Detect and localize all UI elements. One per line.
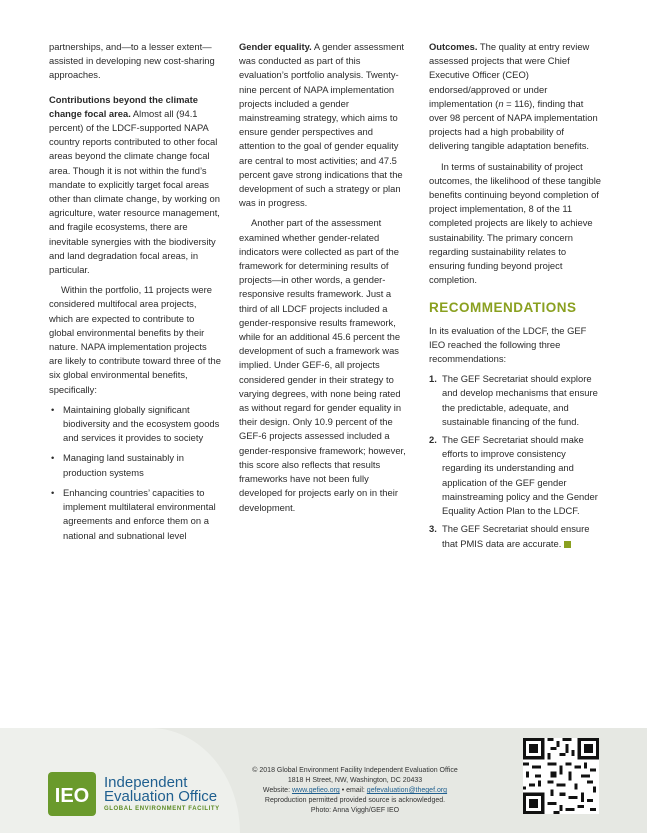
photo-credit: Photo: Anna Viggh/GEF IEO bbox=[310, 807, 400, 814]
outcomes-paragraph bbox=[429, 40, 601, 154]
website-label: Website: bbox=[262, 787, 292, 794]
benefits-list bbox=[49, 403, 221, 543]
list-item: • Enhancing countries’ capacities to implement multilateral environmental agreements and enforce them on a national and subnational level bbox=[49, 486, 221, 543]
logo-title bbox=[104, 776, 217, 804]
outcomes-heading: Outcomes. bbox=[429, 41, 478, 52]
column-right bbox=[429, 40, 601, 555]
gender-paragraph bbox=[239, 40, 411, 210]
credits bbox=[240, 766, 470, 816]
gender-heading: Gender equality. bbox=[239, 41, 312, 52]
end-mark-icon bbox=[564, 541, 571, 548]
contact-line bbox=[240, 786, 470, 796]
sustainability-paragraph: In terms of sustainability of project outcomes, the likelihood of these tangible benefits continuing beyond completion of project implementation, 8 of the 11 completed projects are likely to achieve sustainability. The primary concern regarding sustainability relates to ensuring funding beyond project completion. bbox=[429, 160, 601, 286]
qr-code-icon[interactable] bbox=[523, 738, 599, 814]
logo-line-2: Evaluation Office bbox=[104, 788, 218, 805]
ieo-logo-icon bbox=[48, 772, 96, 816]
list-item: • Managing land sustainably in production systems bbox=[49, 451, 221, 479]
website-link[interactable]: www.gefieo.org bbox=[291, 787, 340, 794]
recommendation-item bbox=[429, 433, 601, 518]
portfolio-paragraph: Within the portfolio, 11 projects were considered multifocal area projects, which are expected to contribute to global environmental benefits by their nature. NAPA implementation projects are likely to contribute toward three of the six global environmental benefits, specifically: bbox=[49, 284, 221, 395]
outcomes-text-a: The quality at entry review assessed projects that were Chief Executive Officer (CEO) endorsed/approved or under implementation ( bbox=[429, 41, 590, 109]
recommendations-list bbox=[429, 372, 601, 550]
recommendation-text: The GEF Secretariat should explore and develop mechanisms that ensure the predictable, adequate, and sustainable financing of the fund. bbox=[442, 373, 598, 427]
outcomes-text-b: = 116), finding that over 98 percent of NAPA implementation projects had a high probability of delivering tangible adaptation benefits. bbox=[429, 97, 598, 152]
recommendation-text: The GEF Secretariat should ensure that PMIS data are accurate. bbox=[442, 523, 590, 549]
logo-subtitle: GLOBAL ENVIRONMENT FACILITY bbox=[104, 806, 220, 812]
contributions-text: Almost all (94.1 percent) of the LDCF-supported NAPA country reports contributed to other focal areas beyond the climate change focal area. Though it is not within the fund’s mandate to explicitly target focal areas other than climate change, by working on agriculture, water resource management, and fragile ecosystems, there are inevitable synergies with the biodiversity and land degradation focal areas, in particular. bbox=[49, 107, 220, 276]
outcomes-n: n bbox=[498, 97, 504, 109]
recommendation-number: 3. bbox=[429, 523, 437, 535]
gender-text: A gender assessment was conducted as part of this evaluation’s portfolio analysis. Twenty-nine percent of NAPA implementation projects included a gender mainstreaming strategy, which aims to ensure gender perspectives and attention to the goal of gender equality are central to most activities; and 47.5 percent gave strong indications that the development of such a strategy or plan was in progress. bbox=[239, 41, 405, 209]
assessment-paragraph: Another part of the assessment examined whether gender-related indicators were collected as part of the framework for determining results of projects—in other words, a gender-responsive results framework. Just a third of all LDCF projects included a gender-responsive results framework, while for an additional 45.6 percent the development of such a framework was implied. Under GEF-6, all projects considered gender in their strategy to varying degrees, with none being rated as without regard for gender equality in their design. Only 10.9 percent of the GEF-6 projects assessed included a gender-responsive framework; however, this score also reflects that results frameworks have not been fully developed for projects early on in their development. bbox=[239, 217, 406, 513]
recommendation-number: 2. bbox=[429, 434, 437, 446]
contributions-heading: Contributions beyond the climate change focal area. bbox=[49, 93, 198, 119]
recommendation-text: The GEF Secretariat should make efforts to improve consistency regarding its understanding and application of the GEF gender mainstreaming policy and the Gender Equality Action Plan to the LDCF. bbox=[442, 434, 598, 517]
intro-paragraph: partnerships, and—to a lesser extent—assisted in developing new cost-sharing approaches. bbox=[49, 41, 215, 81]
contributions-paragraph bbox=[49, 93, 221, 278]
reproduction-text: Reproduction permitted provided source is acknowledged. bbox=[264, 797, 446, 804]
column-left bbox=[49, 40, 221, 549]
email-label: • email: bbox=[339, 787, 367, 794]
copyright-text: © 2018 Global Environment Facility Independent Evaluation Office bbox=[252, 767, 458, 774]
logo-mark-text: IEO bbox=[54, 785, 90, 807]
email-link[interactable]: gefevaluation@thegef.org bbox=[366, 787, 448, 794]
address-text: 1818 H Street, NW, Washington, DC 20433 bbox=[287, 777, 423, 784]
list-item: • Maintaining globally significant biodiversity and the ecosystem goods and services it provides to society bbox=[49, 403, 221, 446]
recommendation-item bbox=[429, 372, 601, 429]
recommendation-item bbox=[429, 522, 601, 550]
recommendations-heading: RECOMMENDATIONS bbox=[429, 300, 577, 316]
recommendation-number: 1. bbox=[429, 373, 437, 385]
column-middle bbox=[239, 40, 411, 521]
logo-line-1: Independent bbox=[104, 774, 188, 791]
recommendations-intro: In its evaluation of the LDCF, the GEF IEO reached the following three recommendations: bbox=[429, 324, 587, 365]
